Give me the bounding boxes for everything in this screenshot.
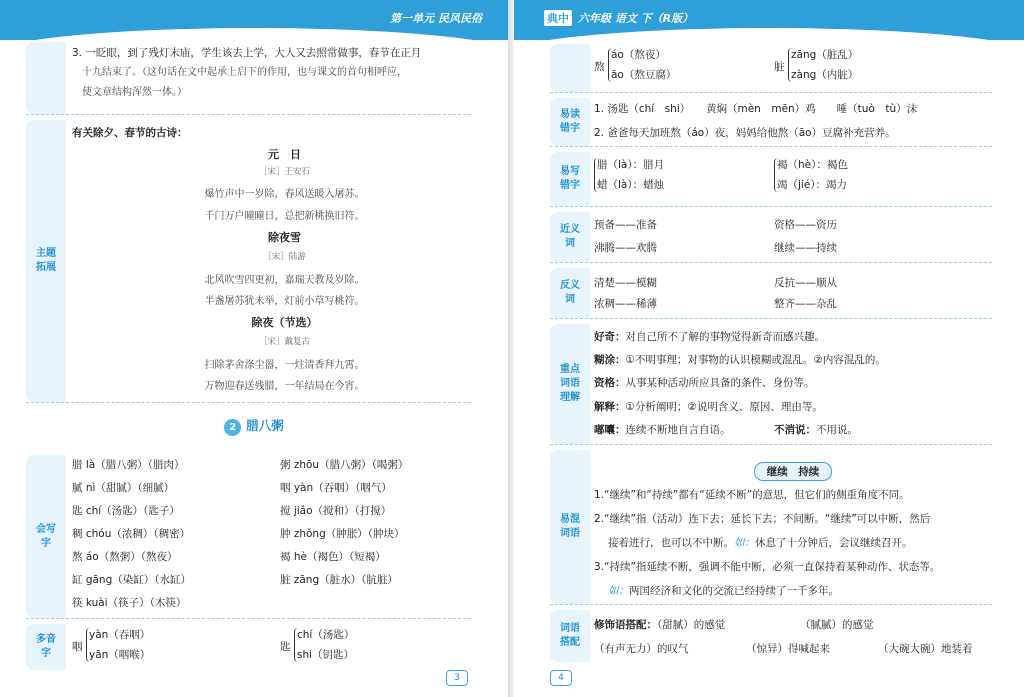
- poem-title: 除夜雪: [268, 231, 301, 244]
- compare-title: 继续 持续: [754, 462, 833, 481]
- page-number: 4: [550, 670, 572, 686]
- collocation-label: 词语搭配: [550, 610, 590, 662]
- continued-section: 3. 一眨眼，到了残灯末庙，学生该去上学，大人又去照常做事，春节在正月 十九结束了。（这句话在文中起承上启下的作用，也与课文的首句相呼应， 使文章结构浑然一体。）: [26, 42, 471, 115]
- write-chars-section: 会写字 腊 là（腊八粥）（腊肉） 腻 nì（甜腻）（细腻） 匙 chí（汤匙）（匙子） 稠 chóu（浓稠）（稠密） 熬 áo（熬粥）（熬夜） 缸 gāng（染缸）（水缸） 筷 kuài（筷子）（木筷） 粥 zhōu（腊八粥）（喝粥） 咽 yàn（吞咽）（咽气） 搅 jiǎo（搅和）（打搅） 肿 zhǒng（肿胀）（肿块） 褐 hè（褐色）（短褐） 脏 zāng（脏水）（肮脏）: [26, 455, 471, 619]
- poly-section: 多音字 咽 yàn（吞咽） yān（咽喉） 匙 chí（汤匙） shi（钥匙）: [26, 624, 471, 670]
- poem-title: 元 日: [268, 148, 301, 161]
- antonyms-section: 反义词 清楚——模糊 反抗——顺从 浓稠——稀薄 整齐——杂乱: [550, 268, 992, 319]
- unit-header: 第一单元 民风民俗: [390, 12, 482, 25]
- key-words-label: 重点词语理解: [550, 324, 590, 444]
- miswrite-section: 易写错字 腊（là）：腊月 蜡（là）：蜡烛 褐（hè）：褐色 竭（jié）：竭力: [550, 152, 992, 207]
- poem-title: 除夜（节选）: [251, 316, 318, 329]
- synonyms-section: 近义词 预备——准备 资格——资历 沸腾——欢腾 继续——持续: [550, 212, 992, 263]
- theme-label: 主题拓展: [26, 120, 66, 402]
- left-page: [0, 0, 508, 697]
- book-header: 典中 六年级 语文 下（R版）: [544, 10, 693, 26]
- misread-label: 易读错字: [550, 98, 590, 146]
- chapter-title: 2 腊八粥: [0, 416, 508, 436]
- poly-cont-section: 熬 áo（熬夜） āo（熬豆腐） 脏 zāng（脏乱） zàng（内脏）: [550, 44, 992, 93]
- page-number: 3: [446, 670, 468, 686]
- chapter-number: 2: [224, 419, 241, 436]
- confusing-label: 易混词语: [550, 450, 590, 604]
- misread-section: 易读错字 1. 汤匙（chí shi） 黄焖（mèn mēn）鸡 唾（tuò tù）沫 2. 爸爸每天加班熬（áo）夜，妈妈给他熬（āo）豆腐补充营养。: [550, 98, 992, 147]
- miswrite-label: 易写错字: [550, 152, 590, 206]
- confusing-section: 易混词语 继续 持续 1.“继续”和“持续”都有“延续不断”的意思，但它们的侧重角度不同。 2.“继续”指（活动）连下去；延长下去；不间断。“继续”可以中断，然后 接着进行，也可以不中断。如：休息了十分钟后，会议继续召开。 3.“持续”指延续不断，强调不能中断，必须一直保持着某种动作、状态等。 如：两国经济和文化的交流已经持续了一千多年。: [550, 450, 992, 605]
- brand-logo: 典中: [544, 10, 572, 26]
- right-page: [514, 0, 1024, 697]
- antonyms-label: 反义词: [550, 268, 590, 318]
- theme-section: 主题拓展 有关除夕、春节的古诗： 元 日 ［宋］王安石 爆竹声中一岁除，春风送暖入屠苏。 千门万户曈曈日，总把新桃换旧符。 除夜雪 ［宋］陆游 北风吹雪四更初，嘉瑞天教及岁除。 半盏屠苏犹未举，灯前小草写桃符。 除夜（节选） ［宋］戴复古 扫除茅舍涤尘嚣，一炷清香拜九霄。 万物迎春送残腊，一年结局在今宵。: [26, 120, 471, 403]
- write-chars-label: 会写字: [26, 455, 66, 618]
- collocation-section: 词语搭配 修饰语搭配：（甜腻）的感觉 （腻腻）的感觉 （有声无力）的叹气 （惊异）得喊起来 （大碗大碗）地装着: [550, 610, 992, 662]
- synonyms-label: 近义词: [550, 212, 590, 262]
- key-words-section: 重点词语理解 好奇：对自己所不了解的事物觉得新奇而感兴趣。 糊涂：①不明事理；对事物的认识模糊或混乱。②内容混乱的。 资格：从事某种活动所应具备的条件、身份等。 解释：①分析阐明；②说明含义、原因、理由等。 嘟囔：连续不断地自言自语。 不消说：不用说。: [550, 324, 992, 445]
- poly-label: 多音字: [26, 624, 66, 670]
